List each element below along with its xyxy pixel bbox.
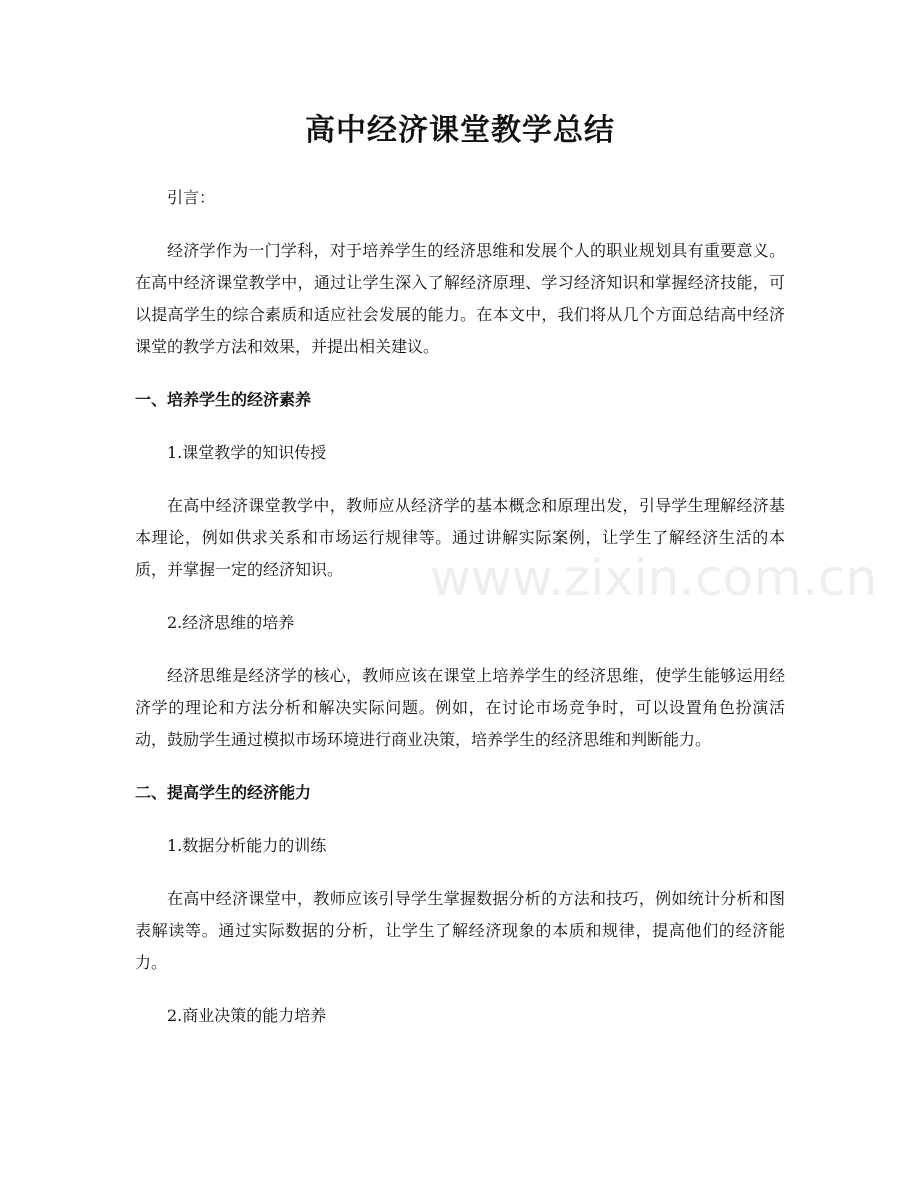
watermark: www.zixin.com.cn <box>430 549 878 607</box>
section-1-heading: 一、培养学生的经济素养 <box>135 390 312 409</box>
intro-paragraph: 经济学作为一门学科，对于培养学生的经济思维和发展个人的职业规划具有重要意义。在高中经济课堂教学中，通过让学生深入了解经济原理、学习经济知识和掌握经济技能，可以提高学生的综合素质和适应社会发展的能力。在本文中，我们将从几个方面总结高中经济课堂的教学方法和效果，并提出相关建议。 <box>135 241 785 356</box>
section-1-paragraph-1: 在高中经济课堂教学中，教师应从经济学的基本概念和原理出发，引导学生理解经济基本理论，例如供求关系和市场运行规律等。通过讲解实际案例，让学生了解经济生活的本质，并掌握一定的经济知识。 <box>135 496 785 579</box>
section-1-paragraph-2: 经济思维是经济学的核心，教师应该在课堂上培养学生的经济思维，使学生能够运用经济学的理论和方法分析和解决实际问题。例如，在讨论市场竞争时，可以设置角色扮演活动，鼓励学生通过模拟市场环境进行商业决策，培养学生的经济思维和判断能力。 <box>135 666 785 749</box>
section-1-subheading-2: 2.经济思维的培养 <box>167 613 295 632</box>
section-1-subheading-1: 1.课堂教学的知识传授 <box>167 443 327 462</box>
document-body <box>135 108 785 1053</box>
section-2-heading: 二、提高学生的经济能力 <box>135 783 312 802</box>
section-2-subheading-1: 1.数据分析能力的训练 <box>167 836 327 855</box>
intro-label: 引言： <box>167 188 216 207</box>
section-2-subheading-2: 2.商业决策的能力培养 <box>167 1006 327 1025</box>
section-2-paragraph-1: 在高中经济课堂中，教师应该引导学生掌握数据分析的方法和技巧，例如统计分析和图表解读等。通过实际数据的分析，让学生了解经济现象的本质和规律，提高他们的经济能力。 <box>135 889 785 972</box>
document-title: 高中经济课堂教学总结 <box>305 113 615 148</box>
